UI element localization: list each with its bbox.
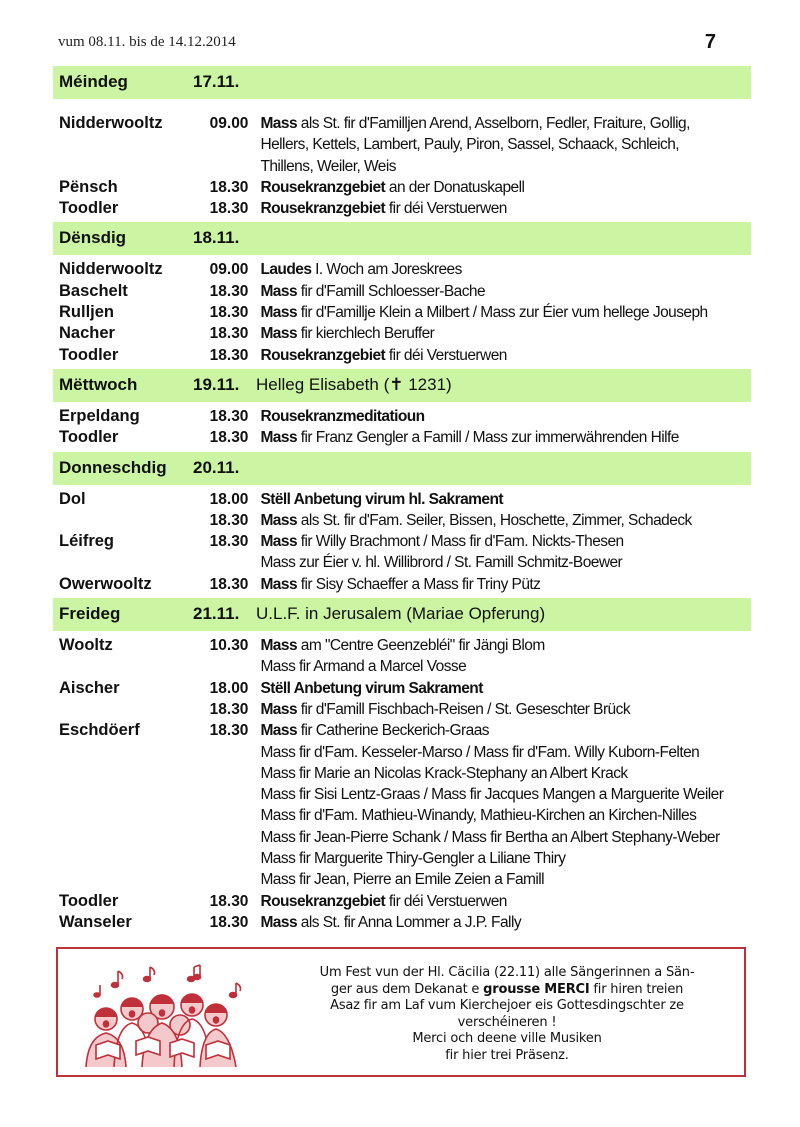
entry-place bbox=[53, 869, 196, 890]
schedule-entry bbox=[53, 742, 751, 763]
schedule-entry bbox=[53, 531, 751, 552]
entry-time: 18.30 bbox=[209, 700, 249, 718]
entry-description bbox=[248, 891, 751, 912]
entry-description bbox=[248, 302, 751, 323]
entry-place: Baschelt bbox=[59, 281, 128, 300]
schedule-entry bbox=[53, 156, 751, 177]
thanks-line-part: fir hiren treien bbox=[589, 981, 684, 997]
entry-place bbox=[53, 805, 196, 826]
choir-thanks-text bbox=[276, 965, 738, 1064]
choir-thanks-box bbox=[56, 947, 746, 1077]
schedule-entry bbox=[53, 805, 751, 826]
service-details: fir Franz Gengler a Famill / Mass zur immerwährenden Hilfe bbox=[297, 429, 679, 447]
entry-time bbox=[196, 784, 249, 805]
entry-place: Nidderwooltz bbox=[59, 114, 163, 132]
service-details: Mass fir Jean-Pierre Schank / Mass fir Bertha an Albert Stephany-Weber bbox=[260, 828, 720, 846]
music-note-icon bbox=[94, 985, 100, 997]
schedule-entry bbox=[53, 281, 751, 302]
entry-place bbox=[53, 552, 196, 573]
service-details: Hellers, Kettels, Lambert, Pauly, Piron, Sassel, Schaack, Schleich, bbox=[260, 136, 680, 154]
entry-description bbox=[248, 489, 751, 510]
thanks-line: Um Fest vun der Hl. Cäcilia (22.11) alle Sängerinnen a Sän- bbox=[319, 965, 695, 980]
day-entries bbox=[53, 485, 751, 598]
service-type: Mass bbox=[260, 304, 298, 322]
entry-description bbox=[248, 198, 751, 219]
schedule-entry bbox=[53, 406, 751, 427]
entry-place bbox=[53, 510, 196, 531]
schedule-entry bbox=[53, 259, 751, 280]
day-note: Helleg Elisabeth (✝ 1231) bbox=[256, 374, 452, 394]
day-header bbox=[53, 66, 751, 99]
page-number: 7 bbox=[704, 31, 716, 53]
schedule-entry bbox=[53, 891, 751, 912]
entry-description bbox=[248, 113, 751, 134]
entry-time bbox=[196, 805, 249, 826]
schedule-entry bbox=[53, 848, 751, 869]
entry-place bbox=[53, 784, 196, 805]
entry-time bbox=[196, 742, 249, 763]
service-type: Stëll Anbetung virum hl. Sakrament bbox=[260, 490, 503, 508]
day-name: Dënsdig bbox=[59, 228, 127, 248]
schedule-entry bbox=[53, 784, 751, 805]
service-details: Mass zur Éier v. hl. Willibrord / St. Famill Schmitz-Boewer bbox=[260, 554, 623, 572]
choir-singers-icon bbox=[66, 957, 266, 1069]
entry-description bbox=[248, 827, 751, 848]
entry-time: 18.30 bbox=[209, 511, 249, 529]
service-details: Mass fir Marie an Nicolas Krack-Stephany an Albert Krack bbox=[260, 764, 628, 782]
entry-description bbox=[248, 552, 751, 573]
entry-time: 18.30 bbox=[209, 575, 249, 593]
service-type: Rousekranzgebiet bbox=[260, 892, 386, 910]
day-name: Donneschdig bbox=[59, 457, 167, 477]
entry-description bbox=[248, 635, 751, 656]
service-type: Rousekranzgebiet bbox=[260, 200, 386, 218]
day-entries bbox=[53, 255, 751, 368]
service-details: an der Donatuskapell bbox=[385, 178, 525, 196]
entry-description bbox=[248, 531, 751, 552]
service-details: fir déi Verstuerwen bbox=[385, 200, 507, 218]
entry-description bbox=[248, 848, 751, 869]
day-entries bbox=[53, 631, 751, 936]
day-date: 21.11. bbox=[193, 604, 240, 624]
day-date: 17.11. bbox=[193, 72, 240, 91]
entry-place: Wooltz bbox=[59, 636, 113, 655]
entry-place: Rulljen bbox=[59, 303, 115, 322]
service-details: fir d'Famillje Klein a Milbert / Mass zur Éier vum hellege Jouseph bbox=[297, 304, 708, 322]
entry-time bbox=[196, 763, 249, 784]
service-details: als St. fir d'Familljen Arend, Asselborn, Fedler, Fraiture, Gollig, bbox=[297, 115, 690, 132]
schedule-entry bbox=[53, 720, 751, 741]
service-type: Mass bbox=[260, 511, 298, 529]
service-details: fir Catherine Beckerich-Graas bbox=[297, 722, 489, 740]
day-date: 20.11. bbox=[193, 457, 240, 477]
schedule-entry bbox=[53, 763, 751, 784]
day-date: 19.11. bbox=[193, 374, 240, 394]
entry-description bbox=[248, 763, 751, 784]
entry-description bbox=[248, 406, 751, 427]
day-entries bbox=[53, 99, 751, 222]
entry-place bbox=[53, 763, 196, 784]
service-type: Stëll Anbetung virum Sakrament bbox=[260, 679, 483, 697]
entry-time bbox=[196, 869, 249, 890]
entry-time bbox=[196, 827, 249, 848]
service-type: Mass bbox=[260, 722, 298, 740]
service-type: Mass bbox=[260, 282, 298, 300]
entry-time bbox=[196, 134, 249, 155]
entry-place: Owerwooltz bbox=[59, 574, 152, 593]
schedule-entry bbox=[53, 869, 751, 890]
schedule-entry bbox=[53, 699, 751, 720]
service-details: fir d'Famill Schloesser-Bache bbox=[297, 282, 486, 300]
day-header bbox=[53, 598, 751, 631]
service-details: fir d'Famill Fischbach-Reisen / St. Geseschter Brück bbox=[297, 700, 631, 718]
service-type: Mass bbox=[260, 700, 298, 718]
schedule-entry bbox=[53, 656, 751, 677]
entry-time: 18.30 bbox=[209, 325, 249, 343]
music-note-icon bbox=[112, 971, 123, 988]
schedule-entry bbox=[53, 134, 751, 155]
day-header bbox=[53, 369, 751, 402]
schedule bbox=[53, 66, 751, 936]
entry-place: Toodler bbox=[59, 428, 119, 447]
entry-place bbox=[53, 699, 196, 720]
entry-description bbox=[248, 510, 751, 531]
entry-place: Wanseler bbox=[59, 912, 132, 931]
entry-place bbox=[53, 156, 196, 177]
service-type: Mass bbox=[260, 575, 298, 593]
entry-description bbox=[248, 156, 751, 177]
entry-description bbox=[248, 678, 751, 699]
entry-time bbox=[196, 656, 249, 677]
service-details: I. Woch am Joreskrees bbox=[311, 261, 462, 279]
entry-description bbox=[248, 699, 751, 720]
service-details: fir Sisy Schaeffer a Mass fir Triny Pütz bbox=[297, 575, 541, 593]
schedule-entry bbox=[53, 113, 751, 134]
music-note-icon bbox=[144, 967, 155, 982]
entry-time bbox=[196, 848, 249, 869]
schedule-entry bbox=[53, 427, 751, 448]
entry-time: 18.30 bbox=[209, 407, 249, 425]
entry-time: 09.00 bbox=[209, 115, 249, 132]
service-details: fir kierchlech Beruffer bbox=[297, 325, 435, 343]
entry-description bbox=[248, 912, 751, 933]
entry-description bbox=[248, 323, 751, 344]
entry-time: 18.30 bbox=[209, 892, 249, 910]
entry-place: Toodler bbox=[59, 199, 119, 218]
entry-place: Dol bbox=[59, 489, 86, 508]
entry-description bbox=[248, 574, 751, 595]
entry-place: Eschdöerf bbox=[59, 721, 140, 740]
entry-place bbox=[53, 134, 196, 155]
entry-place bbox=[53, 848, 196, 869]
schedule-entry bbox=[53, 198, 751, 219]
day-name: Mëttwoch bbox=[59, 374, 138, 394]
service-details: fir Willy Brachmont / Mass fir d'Fam. Nickts-Thesen bbox=[297, 533, 624, 551]
date-range: vum 08.11. bis de 14.12.2014 bbox=[58, 34, 236, 50]
service-details: als St. fir Anna Lommer a J.P. Fally bbox=[297, 913, 522, 931]
service-type: Laudes bbox=[260, 261, 312, 279]
schedule-entry bbox=[53, 827, 751, 848]
service-type: Mass bbox=[260, 325, 298, 343]
thanks-line: Merci och deene ville Musiken bbox=[412, 1031, 602, 1046]
entry-description bbox=[248, 281, 751, 302]
entry-time: 10.30 bbox=[209, 637, 249, 655]
service-details: Mass fir Armand a Marcel Vosse bbox=[260, 658, 467, 676]
entry-time: 18.30 bbox=[209, 200, 249, 218]
service-type: Mass bbox=[260, 429, 298, 447]
entry-place: Nacher bbox=[59, 324, 115, 343]
music-note-icon bbox=[230, 983, 241, 998]
entry-place: Aischer bbox=[59, 678, 120, 697]
schedule-entry bbox=[53, 574, 751, 595]
entry-time: 18.30 bbox=[209, 304, 249, 322]
entry-time: 18.30 bbox=[209, 913, 249, 931]
entry-description bbox=[248, 177, 751, 198]
music-note-icon bbox=[188, 965, 201, 982]
service-details: Mass fir d'Fam. Mathieu-Winandy, Mathieu-Kirchen an Kirchen-Nilles bbox=[260, 807, 697, 825]
service-type: Mass bbox=[260, 533, 298, 551]
thanks-line: Asaz fir am Laf vum Kierchejoer eis Gottesdingschter ze bbox=[330, 998, 684, 1013]
entry-place: Toodler bbox=[59, 891, 119, 910]
entry-description bbox=[248, 427, 751, 448]
entry-place: Pënsch bbox=[59, 177, 118, 196]
entry-place bbox=[53, 656, 196, 677]
schedule-entry bbox=[53, 177, 751, 198]
service-type: Rousekranzmeditatioun bbox=[260, 407, 425, 425]
day-header bbox=[53, 452, 751, 485]
entry-description bbox=[248, 345, 751, 366]
service-type: Mass bbox=[260, 115, 298, 132]
schedule-entry bbox=[53, 552, 751, 573]
thanks-line-part: ger aus dem Dekanat e bbox=[330, 981, 484, 997]
entry-description bbox=[248, 134, 751, 155]
entry-place: Léifreg bbox=[59, 532, 115, 551]
schedule-entry bbox=[53, 323, 751, 344]
service-details: Thillens, Weiler, Weis bbox=[260, 157, 396, 175]
service-details: Mass fir Sisi Lentz-Graas / Mass fir Jacques Mangen a Marguerite Weiler bbox=[260, 786, 724, 804]
schedule-entry bbox=[53, 302, 751, 323]
service-details: als St. fir d'Fam. Seiler, Bissen, Hoschette, Zimmer, Schadeck bbox=[297, 511, 692, 529]
entry-description bbox=[248, 784, 751, 805]
service-details: am "Centre Geenzebléi" fir Jängi Blom bbox=[297, 637, 545, 655]
service-type: Mass bbox=[260, 913, 298, 931]
entry-time: 18.30 bbox=[209, 346, 249, 364]
day-header bbox=[53, 222, 751, 255]
service-type: Rousekranzgebiet bbox=[260, 178, 386, 196]
schedule-entry bbox=[53, 510, 751, 531]
schedule-entry bbox=[53, 345, 751, 366]
service-details: Mass fir d'Fam. Kesseler-Marso / Mass fir d'Fam. Willy Kuborn-Felten bbox=[260, 743, 700, 761]
entry-time: 18.30 bbox=[209, 533, 249, 551]
entry-time: 18.00 bbox=[209, 490, 249, 508]
entry-place: Toodler bbox=[59, 345, 119, 364]
entry-time: 18.00 bbox=[209, 679, 249, 697]
entry-description bbox=[248, 656, 751, 677]
schedule-entry bbox=[53, 678, 751, 699]
schedule-entry bbox=[53, 635, 751, 656]
thanks-line: fir hier trei Präsenz. bbox=[445, 1047, 569, 1063]
thanks-line bbox=[276, 982, 738, 999]
entry-description bbox=[248, 742, 751, 763]
day-note: U.L.F. in Jerusalem (Mariae Opferung) bbox=[256, 604, 546, 624]
service-details: Mass fir Marguerite Thiry-Gengler a Liliane Thiry bbox=[260, 850, 566, 868]
entry-description bbox=[248, 805, 751, 826]
day-name: Freideg bbox=[59, 604, 121, 624]
day-entries bbox=[53, 402, 751, 452]
service-details: Mass fir Jean, Pierre an Emile Zeien a Famill bbox=[260, 871, 545, 889]
entry-place: Nidderwooltz bbox=[59, 260, 163, 279]
entry-time: 18.30 bbox=[209, 722, 249, 740]
day-date: 18.11. bbox=[193, 228, 240, 248]
entry-time: 18.30 bbox=[209, 282, 249, 300]
schedule-entry bbox=[53, 912, 751, 933]
thanks-line: verschéineren ! bbox=[457, 1014, 557, 1030]
page-header bbox=[58, 31, 746, 56]
service-type: Rousekranzgebiet bbox=[260, 346, 386, 364]
entry-time: 18.30 bbox=[209, 429, 249, 447]
service-type: Mass bbox=[260, 637, 298, 655]
entry-time bbox=[196, 552, 249, 573]
entry-description bbox=[248, 869, 751, 890]
entry-description bbox=[248, 259, 751, 280]
entry-place bbox=[53, 827, 196, 848]
service-details: fir déi Verstuerwen bbox=[385, 346, 507, 364]
entry-time: 18.30 bbox=[209, 178, 249, 196]
entry-time bbox=[196, 156, 249, 177]
entry-time: 09.00 bbox=[209, 261, 249, 279]
entry-description bbox=[248, 720, 751, 741]
service-details: fir déi Verstuerwen bbox=[385, 892, 507, 910]
day-name: Méindeg bbox=[59, 72, 128, 91]
entry-place: Erpeldang bbox=[59, 406, 140, 425]
entry-place bbox=[53, 742, 196, 763]
grousse-merci: grousse MERCI bbox=[483, 981, 590, 997]
schedule-entry bbox=[53, 489, 751, 510]
